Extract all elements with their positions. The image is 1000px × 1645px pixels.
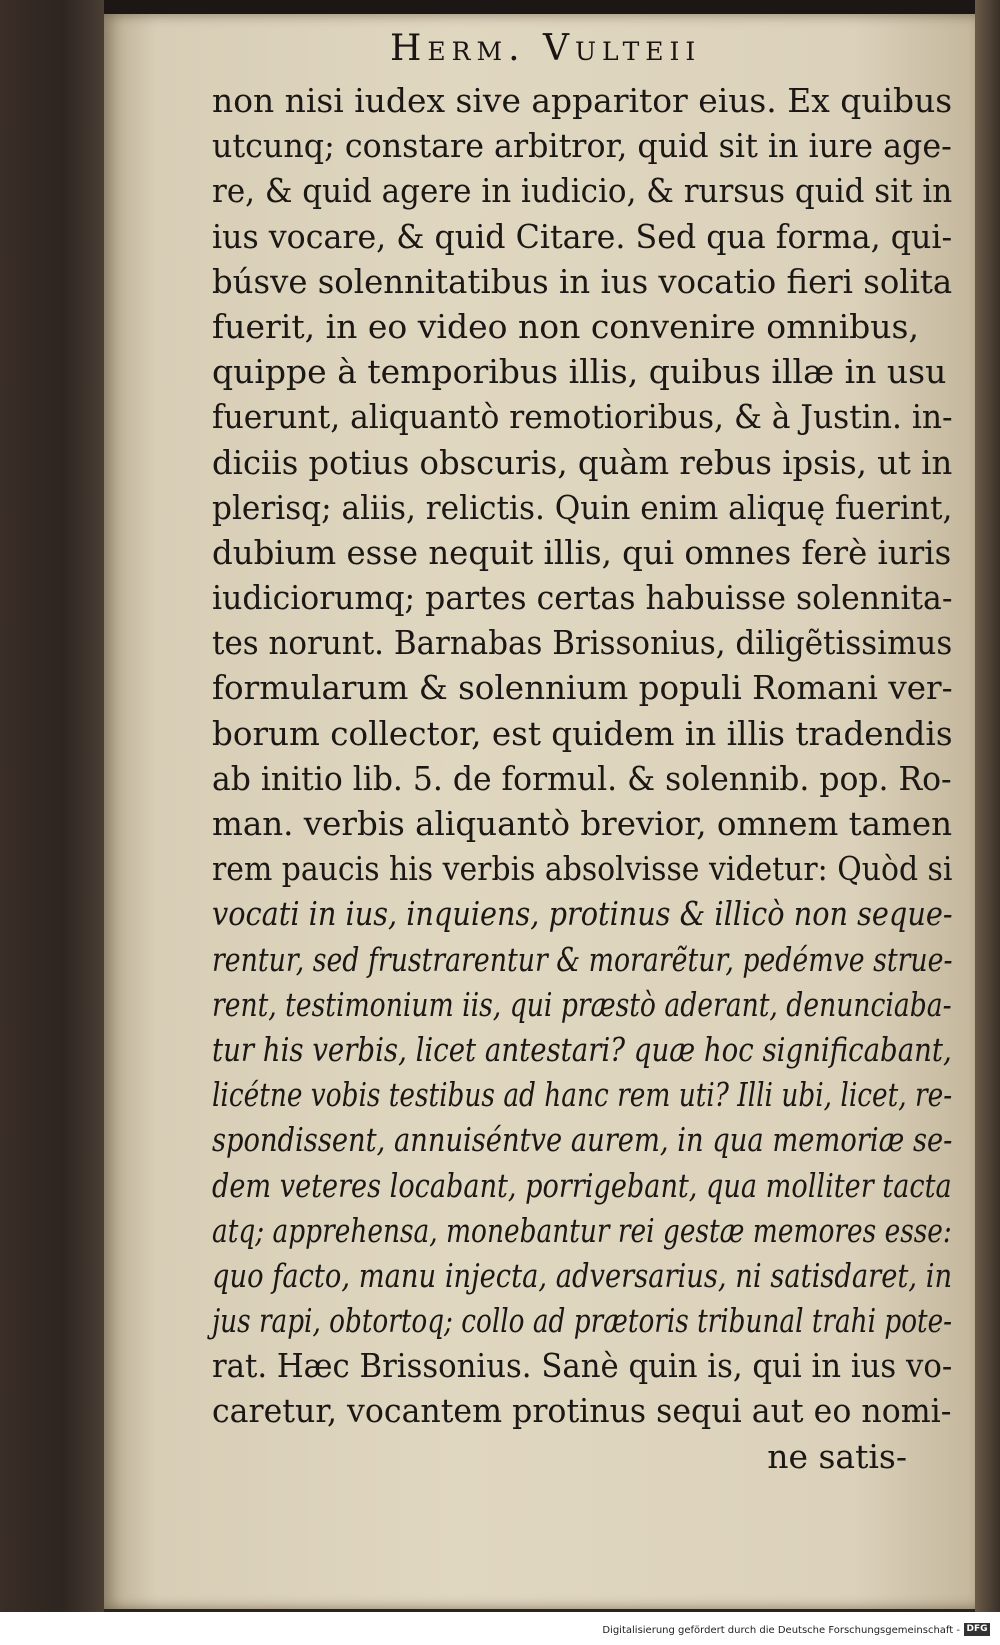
body-text xyxy=(212,78,967,1479)
text-line: borum collector, est quidem in illis tradendis xyxy=(212,713,953,753)
running-head: Herm. Vulteii xyxy=(390,28,702,69)
text-line: rentur, sed frustrarentur & morarẽtur, pedémve struе- xyxy=(212,939,953,979)
text-line: plerisq; aliis, relictis. Quin enim aliquę fuerint, xyxy=(212,487,953,527)
text-line: quippe à temporibus illis, quibus illæ in usu xyxy=(212,352,947,392)
text-line: rent, testimonium iis, qui præstò aderant, denunciaba- xyxy=(212,984,952,1024)
text-line: licétne vobis testibus ad hanc rem uti? Illi ubi, licet, re- xyxy=(212,1075,953,1115)
text-line: formularum & solennium populi Romani ver- xyxy=(212,668,953,708)
dfg-logo-icon: DFG xyxy=(964,1623,990,1636)
text-line: re, & quid agere in iudicio, & rursus quid sit in xyxy=(212,171,953,211)
catchword: ne satis- xyxy=(767,1436,907,1476)
text-line: rem paucis his verbis absolvisse videtur: Quòd si xyxy=(212,849,953,889)
text-line: jus rapi, obtortoq; collo ad prætoris tribunal trahi pote- xyxy=(212,1301,953,1341)
text-line: ab initio lib. 5. de formul. & solennib. pop. Ro- xyxy=(212,758,952,798)
text-line: non nisi iudex sive apparitor eius. Ex quibus xyxy=(212,81,953,120)
text-line: iudiciorumq; partes certas habuisse solennita- xyxy=(212,578,953,618)
text-line: spondissent, annuiséntve aurem, in qua memoriæ se- xyxy=(212,1120,953,1160)
text-line: rat. Hæc Brissonius. Sanè quin is, qui in ius vo- xyxy=(212,1346,953,1386)
text-line: ius vocare, & quid Citare. Sed qua forma, qui- xyxy=(212,216,953,256)
text-line: utcunq; constare arbitror, quid sit in iure age- xyxy=(212,126,952,166)
text-line: tes norunt. Barnabas Brissonius, diligẽtissimus xyxy=(212,623,953,663)
footer-credit: Digitalisierung gefördert durch die Deutsche Forschungsgemeinschaft - xyxy=(602,1625,960,1636)
text-line: dubium esse nequit illis, qui omnes ferè iuris xyxy=(212,532,952,572)
text-line: atq; apprehensa, monebantur rei gestæ memores esse: xyxy=(212,1210,952,1250)
text-line: búsve solennitatibus in ius vocatio fieri solita xyxy=(212,261,953,301)
text-line: vocati in ius, inquiens, protinus & illicò non seque- xyxy=(212,894,953,934)
text-line: diciis potius obscuris, quàm rebus ipsis, ut in xyxy=(212,442,953,482)
text-line: fuerit, in eo video non convenire omnibus, xyxy=(212,306,919,346)
text-line: man. verbis aliquantò brevior, omnem tamen xyxy=(212,804,953,843)
text-line: fuerunt, aliquantò remotioribus, & à Justin. in- xyxy=(212,397,953,437)
scan-left-border xyxy=(0,0,104,1645)
text-line: caretur, vocantem protinus sequi aut eo nomi- xyxy=(212,1391,952,1431)
text-line: quo facto, manu injecta, adversarius, ni satisdaret, in xyxy=(212,1255,953,1295)
scan-right-border xyxy=(975,0,1000,1645)
text-line: dem veteres locabant, porrigebant, qua molliter tacta xyxy=(212,1165,952,1205)
text-line: tur his verbis, licet antestari? quæ hoc significabant, xyxy=(212,1029,952,1069)
